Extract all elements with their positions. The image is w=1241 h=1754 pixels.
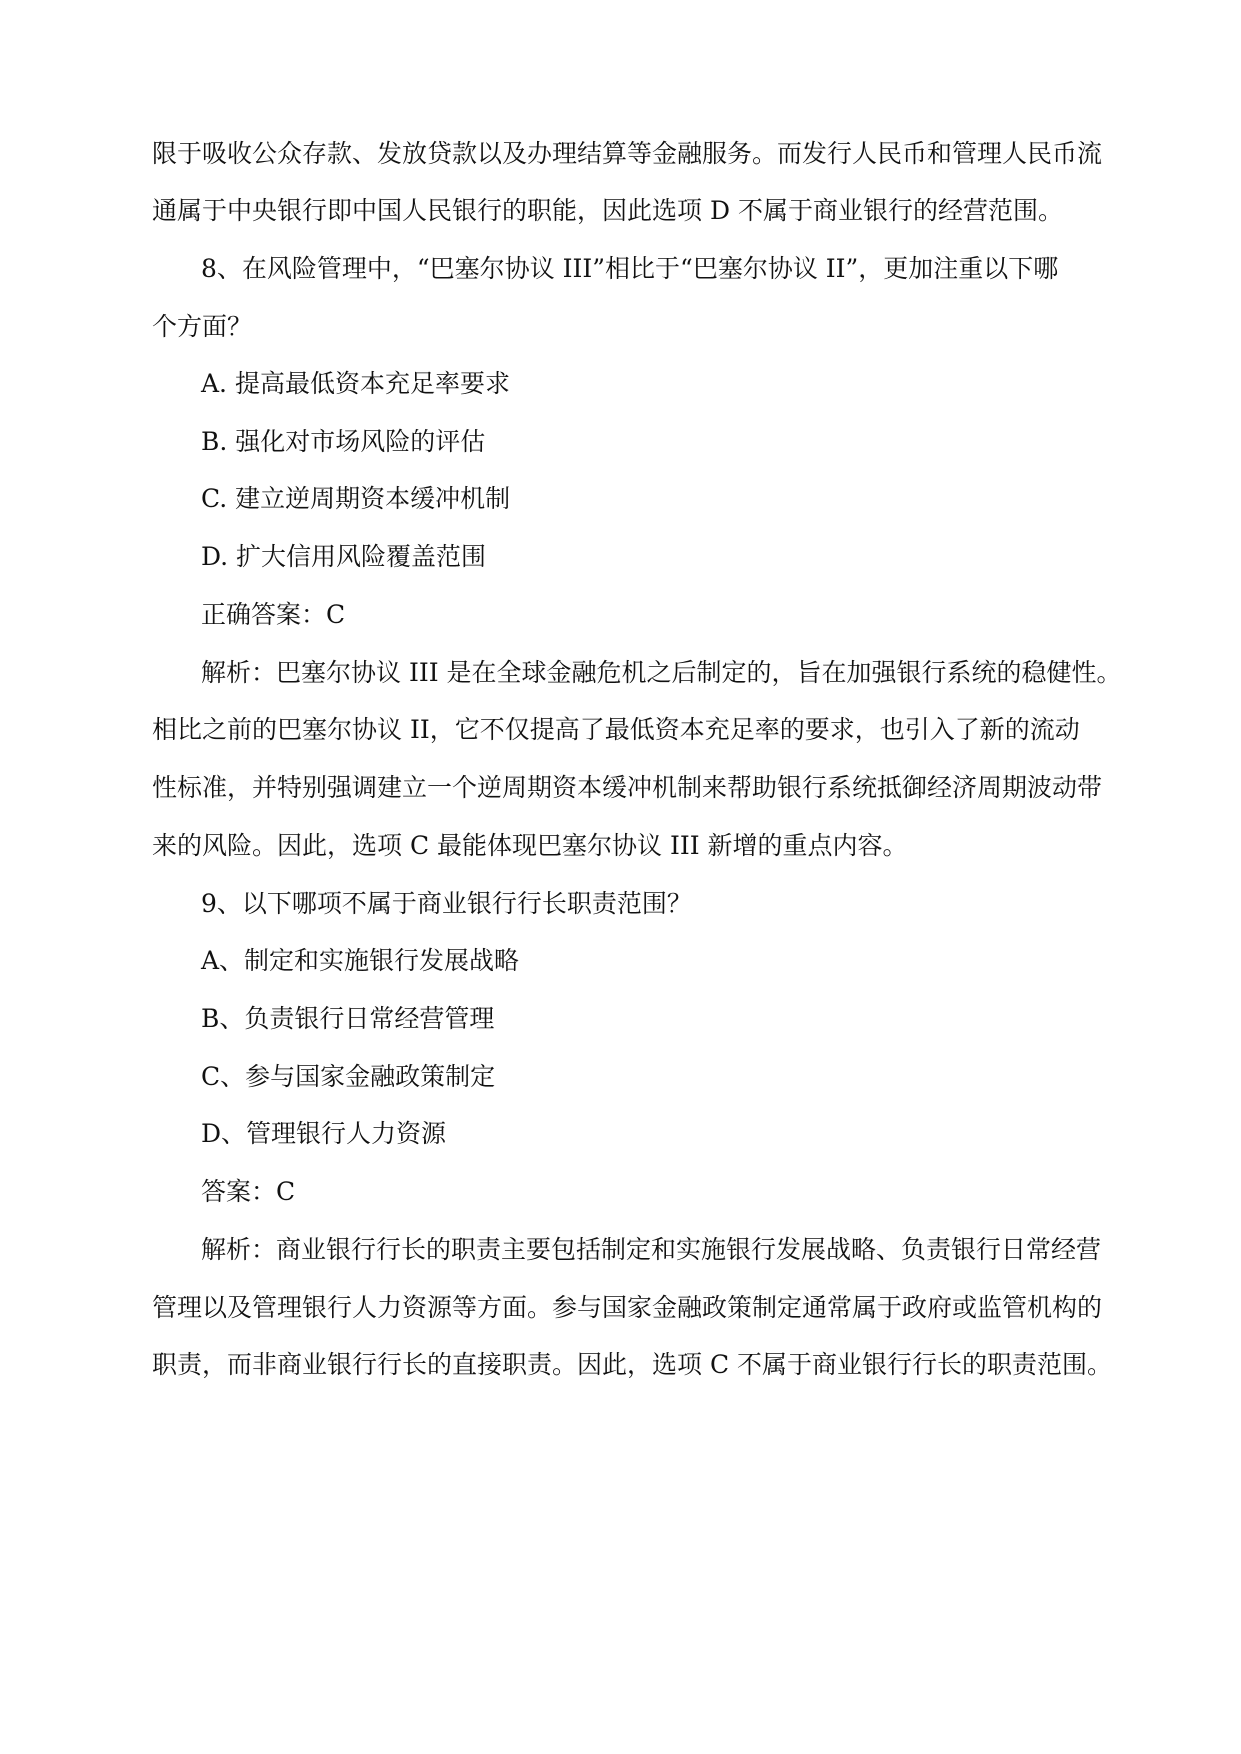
analysis-text: 来的风险。因此，选项 C 最能体现巴塞尔协议 III 新增的重点内容。: [152, 831, 908, 860]
option-text: B、负责银行日常经营管理: [201, 1004, 495, 1033]
option-text: B. 强化对市场风险的评估: [201, 427, 486, 456]
option-text: C. 建立逆周期资本缓冲机制: [201, 484, 511, 513]
analysis-text: 性标准，并特别强调建立一个逆周期资本缓冲机制来帮助银行系统抵御经济周期波动带: [152, 773, 1103, 802]
answer-text: 正确答案：C: [201, 600, 346, 629]
analysis-text: 职责，而非商业银行行长的直接职责。因此，选项 C 不属于商业银行行长的职责范围。: [152, 1350, 1113, 1379]
question-text: 8、在风险管理中，“巴塞尔协议 III”相比于“巴塞尔协议 II”，更加注重以下哪: [201, 254, 1059, 283]
analysis-text: 相比之前的巴塞尔协议 II，它不仅提高了最低资本充足率的要求，也引入了新的流动: [152, 715, 1080, 744]
intro-text: 通属于中央银行即中国人民银行的职能，因此选项 D 不属于商业银行的经营范围。: [152, 196, 1063, 225]
question-text: 个方面？: [152, 312, 253, 341]
intro-text: 限于吸收公众存款、发放贷款以及办理结算等金融服务。而发行人民币和管理人民币流: [152, 139, 1103, 168]
analysis-text: 解析：巴塞尔协议 III 是在全球金融危机之后制定的，旨在加强银行系统的稳健性。: [201, 658, 1122, 687]
answer-text: 答案：C: [201, 1177, 296, 1206]
option-text: A、制定和实施银行发展战略: [201, 946, 520, 975]
option-text: D、管理银行人力资源: [201, 1119, 447, 1148]
question-text: 9、以下哪项不属于商业银行行长职责范围？: [201, 889, 692, 918]
option-text: C、参与国家金融政策制定: [201, 1062, 496, 1091]
option-text: A. 提高最低资本充足率要求: [201, 369, 510, 398]
option-text: D. 扩大信用风险覆盖范围: [201, 542, 487, 571]
analysis-text: 解析：商业银行行长的职责主要包括制定和实施银行发展战略、负责银行日常经营: [201, 1235, 1102, 1264]
analysis-text: 管理以及管理银行人力资源等方面。参与国家金融政策制定通常属于政府或监管机构的: [152, 1293, 1103, 1322]
